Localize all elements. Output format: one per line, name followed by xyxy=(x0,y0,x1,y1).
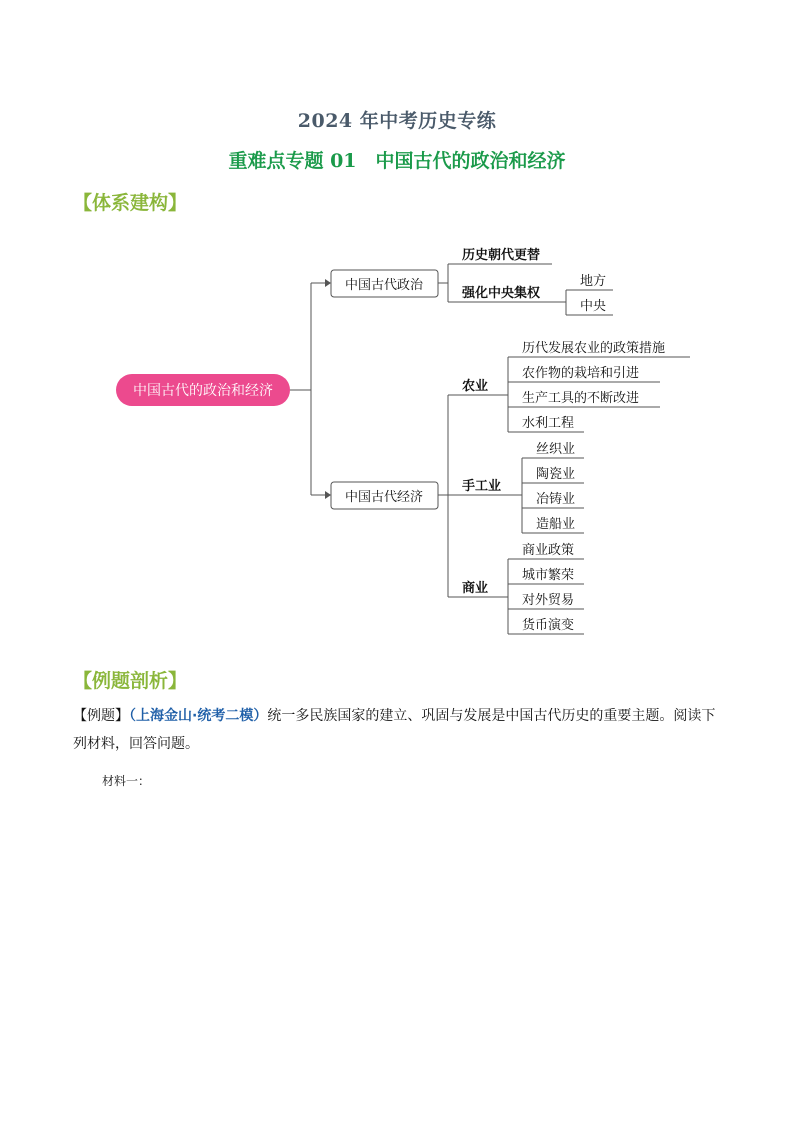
commerce-child-1: 商业政策 xyxy=(522,543,575,558)
example-line-2 xyxy=(73,730,728,758)
example-source: （上海金山·统考二模） xyxy=(129,708,268,724)
example-text-1: 统一多民族国家的建立、巩固与发展是中国古代历史的重要主题。阅读下 xyxy=(267,708,716,724)
commerce-child-4: 货币演变 xyxy=(522,618,575,633)
handicraft-child-4: 造船业 xyxy=(536,517,576,532)
politics-item-dynasty: 历史朝代更替 xyxy=(462,248,541,263)
politics-label: 中国古代政治 xyxy=(344,278,424,293)
centralization-child-local: 地方 xyxy=(580,274,607,289)
section-heading-system: 【体系建构】 xyxy=(73,192,188,214)
mindmap-node-economy xyxy=(331,482,438,509)
example-line-1 xyxy=(73,702,728,730)
handicraft-child-2: 陶瓷业 xyxy=(536,467,576,482)
agriculture-child-1: 历代发展农业的政策措施 xyxy=(522,341,666,356)
agriculture-child-2: 农作物的栽培和引进 xyxy=(522,366,640,381)
economy-label: 中国古代经济 xyxy=(344,490,424,505)
handicraft-child-1: 丝织业 xyxy=(536,442,576,457)
agriculture-child-4: 水利工程 xyxy=(522,416,575,431)
economy-connectors xyxy=(438,395,508,597)
handicraft-child-3: 冶铸业 xyxy=(536,492,576,507)
commerce-child-2: 城市繁荣 xyxy=(522,568,575,583)
example-tag: 【例题】 xyxy=(73,708,129,724)
commerce-child-3: 对外贸易 xyxy=(522,593,575,608)
root-label: 中国古代的政治和经济 xyxy=(133,383,273,399)
section-heading-example: 【例题剖析】 xyxy=(73,670,188,692)
politics-item-centralization: 强化中央集权 xyxy=(462,286,541,301)
agriculture-child-3: 生产工具的不断改进 xyxy=(522,391,640,406)
centralization-child-central: 中央 xyxy=(580,299,607,314)
mindmap-root-node xyxy=(116,374,290,406)
mindmap-node-politics xyxy=(331,270,438,297)
economy-item-agriculture: 农业 xyxy=(462,379,489,394)
example-text-2: 列材料，回答问题。 xyxy=(73,736,199,752)
root-connectors xyxy=(290,283,330,495)
economy-item-handicraft: 手工业 xyxy=(462,479,502,494)
document-subtitle: 重难点专题 01 中国古代的政治和经济 xyxy=(228,150,566,172)
example-paragraph xyxy=(73,702,728,758)
material-label: 材料一： xyxy=(102,774,151,788)
document-title: 2024 年中考历史专练 xyxy=(297,110,497,132)
economy-item-commerce: 商业 xyxy=(462,581,489,596)
